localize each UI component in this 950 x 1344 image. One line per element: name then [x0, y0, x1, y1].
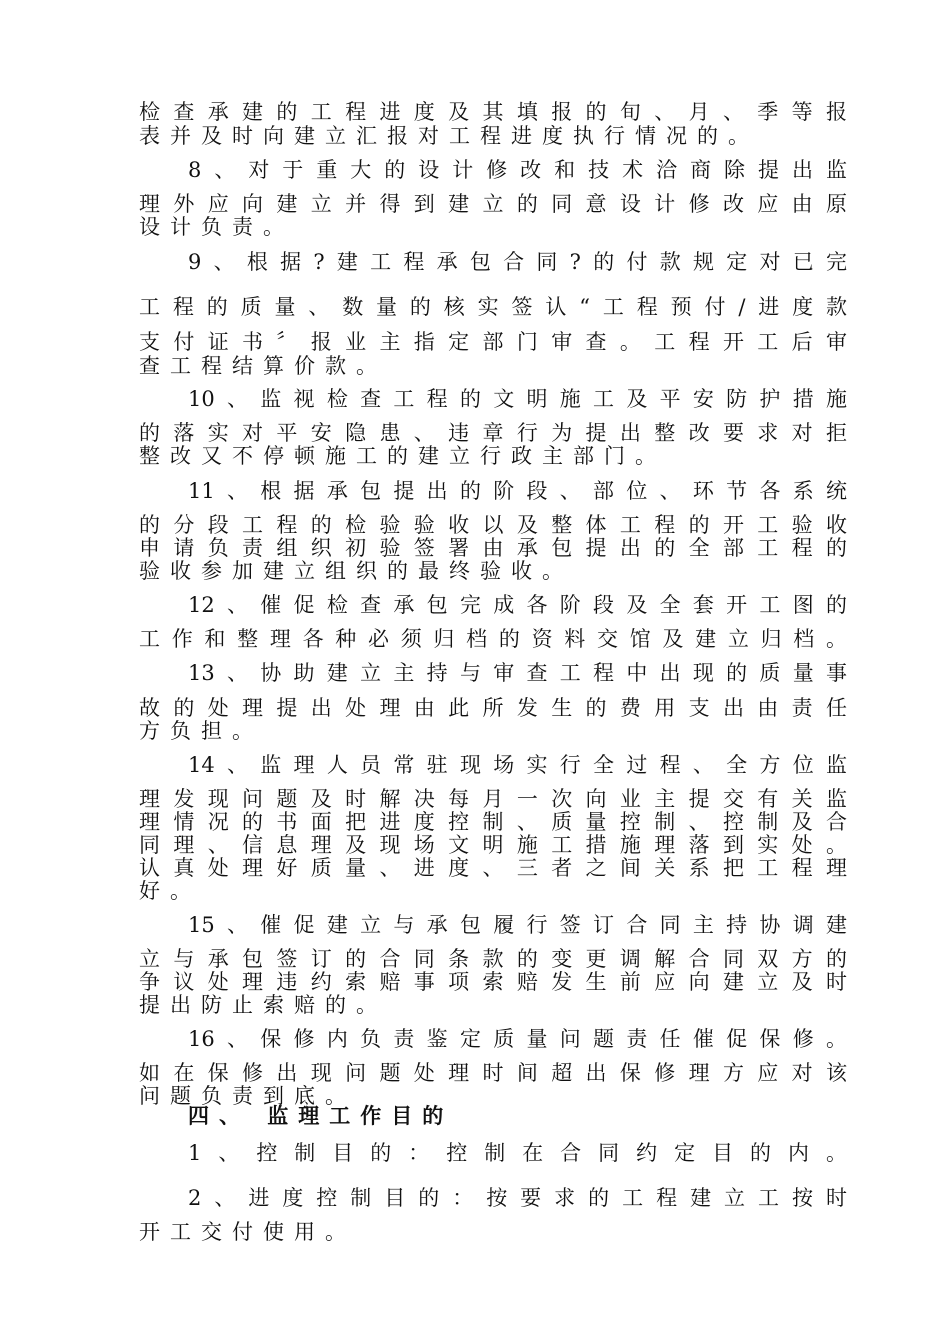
text-line: 提出防止索赔的。	[139, 993, 387, 1017]
text-line: 9、根据?建工程承包合同?的付款规定对已完	[188, 250, 847, 274]
text-line: 如在保修出现问题处理时间超出保修理方应对该	[139, 1061, 847, 1085]
text-line: 检查承建的工程进度及其填报的旬、月、季等报	[139, 100, 847, 124]
text-line: 理外应向建立并得到建立的同意设计修改应由原	[139, 192, 847, 216]
text-line: 申请负责组织初验签署由承包提出的全部工程的	[139, 536, 847, 560]
text-line: 1、控制目的：控制在合同约定目的内。	[188, 1141, 847, 1165]
text-line: 好。	[139, 879, 201, 903]
text-line: 11、根据承包提出的阶段、部位、环节各系统	[188, 479, 847, 503]
text-line: 的分段工程的检验验收以及整体工程的开工验收	[139, 513, 847, 537]
text-line: 13、协助建立主持与审查工程中出现的质量事	[188, 661, 847, 685]
text-line: 问题负责到底。	[139, 1084, 356, 1108]
text-line: 工程的质量、数量的核实签认“工程预付/进度款	[139, 295, 847, 319]
text-line: 整改又不停顿施工的建立行政主部门。	[139, 444, 666, 468]
text-line: 同理、信息理及现场文明施工措施理落到实处。	[139, 833, 847, 857]
text-line: 争议处理违约索赔事项索赔发生前应向建立及时	[139, 970, 847, 994]
text-line: 15、催促建立与承包履行签订合同主持协调建	[188, 913, 847, 937]
text-line: 10、监视检查工程的文明施工及平安防护措施	[188, 387, 847, 411]
text-line: 理发现问题及时解决每月一次向业主提交有关监	[139, 787, 847, 811]
text-line: 开工交付使用。	[139, 1220, 356, 1244]
text-line: 支付证书〞报业主指定部门审查。工程开工后审	[139, 330, 847, 354]
text-line: 的落实对平安隐患、违章行为提出整改要求对拒	[139, 421, 847, 445]
text-line: 认真处理好质量、进度、三者之间关系把工程理	[139, 856, 847, 880]
text-line: 立与承包签订的合同条款的变更调解合同双方的	[139, 947, 847, 971]
text-line: 8、对于重大的设计修改和技术洽商除提出监	[188, 158, 847, 182]
text-line: 16、保修内负责鉴定质量问题责任催促保修。	[188, 1027, 847, 1051]
text-line: 2、进度控制目的：按要求的工程建立工按时	[188, 1186, 847, 1210]
text-line: 工作和整理各种必须归档的资料交馆及建立归档。	[139, 627, 847, 651]
text-line: 12、催促检查承包完成各阶段及全套开工图的	[188, 593, 847, 617]
text-line: 故的处理提出处理由此所发生的费用支出由责任	[139, 696, 847, 720]
text-line: 表并及时向建立汇报对工程进度执行情况的。	[139, 124, 759, 148]
text-line: 方负担。	[139, 719, 263, 743]
text-line: 查工程结算价款。	[139, 354, 387, 378]
text-line: 理情况的书面把进度控制、质量控制、控制及合	[139, 810, 847, 834]
text-line: 设计负责。	[139, 215, 294, 239]
section-heading: 四、 监理工作目的	[188, 1103, 454, 1128]
text-line: 验收参加建立组织的最终验收。	[139, 559, 573, 583]
text-line: 14、监理人员常驻现场实行全过程、全方位监	[188, 753, 847, 777]
